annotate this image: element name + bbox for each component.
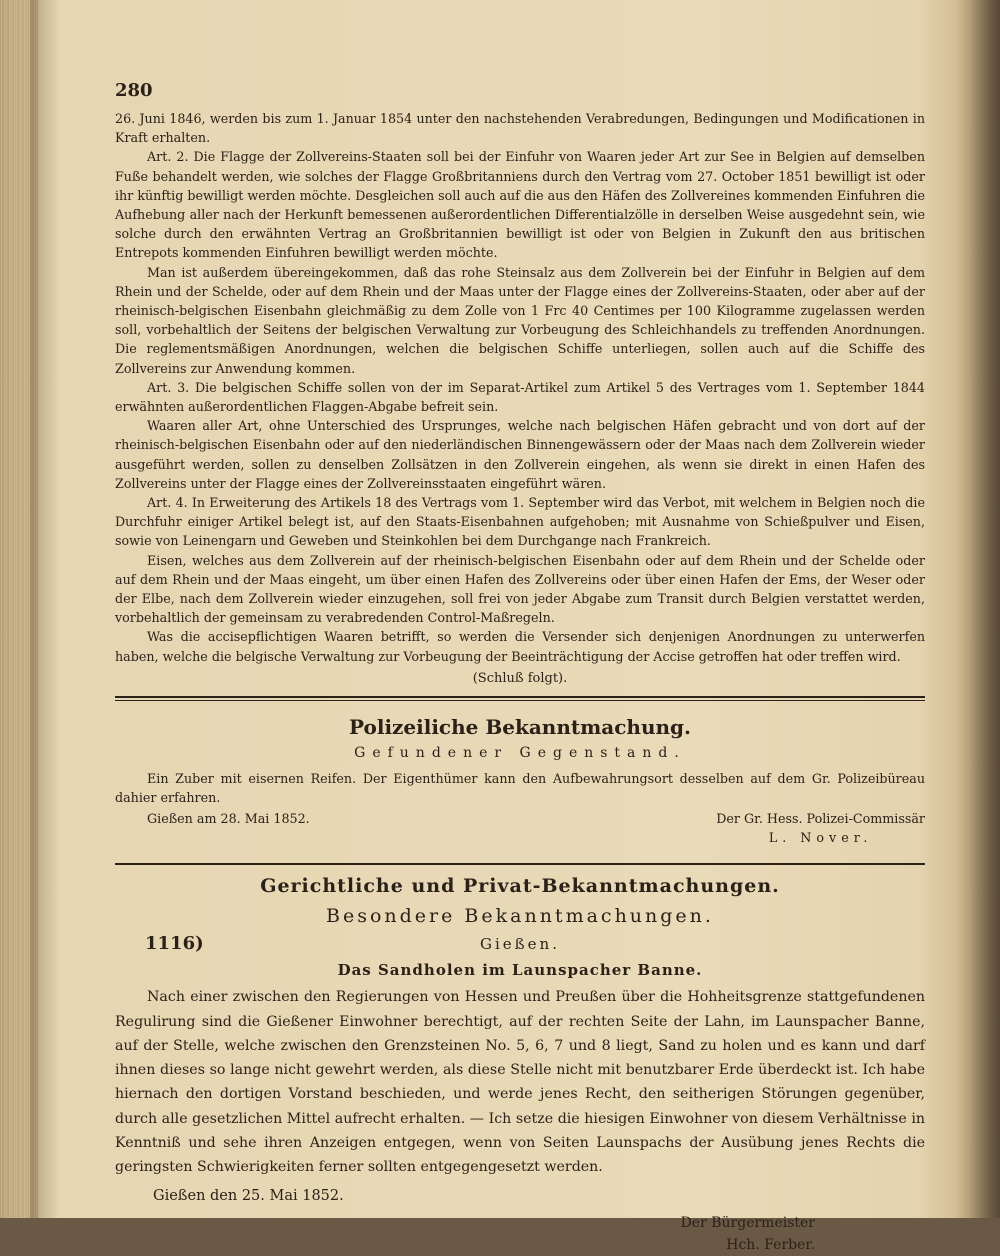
police-signature-title: Der Gr. Hess. Polizei-Commissär (716, 811, 925, 827)
police-signature (716, 809, 925, 847)
mayor-signature (115, 1212, 925, 1256)
treaty-paragraph-3: Man ist außerdem übereingekommen, daß das rohe Steinsalz aus dem Zollverein bei der Einfuhr in Belgien auf dem Rhein und der Schelde, oder auf dem Rhein und der Maas unter der Flagge eines der Zollvereins-Staaten, oder aber auf der rheinisch-belgischen Eisenbahn gleichmäßig zu dem Zolle von 1 Frc 40 Centimes per 100 Kilogramme zugelassen werden soll, vorbehaltlich der Seitens der belgischen Verwaltung zur Vorbeugung des Schleichhandels zu treffenden Anordnungen. Die reglementsmäßigen Anordnungen, welchen die belgischen Schiffe unterliegen, sollen auch auf die Schiffe des Zollvereins zur Anwendung kommen. (115, 264, 925, 376)
treaty-paragraph-6: Art. 4. In Erweiterung des Artikels 18 des Vertrags vom 1. September wird das Verbot, mit welchem in Belgien noch die Durchfuhr einiger Artikel belegt ist, auf den Staats-Eisenbahnen aufgehoben; mit Ausnahme von Schießpulver und Eisen, sowie von Leinengarn und Geweben und Steinkohlen bei dem Durchgange nach Frankreich. (115, 495, 925, 549)
special-notices-heading: Besondere Bekanntmachungen. (326, 905, 714, 928)
section-divider (115, 863, 925, 865)
page-content (115, 80, 925, 1256)
entry-date: Gießen den 25. Mai 1852. (153, 1187, 344, 1204)
treaty-paragraph-7: Eisen, welches aus dem Zollverein auf der rheinisch-belgischen Eisenbahn oder auf dem Rhein und der Schelde oder auf dem Rhein und der Maas eingeht, um über einen Hafen des Zollvereins oder über einen Hafen der Ems, der Weser oder der Elbe, nach dem Zollverein wieder einzugehen, soll frei von jeder Abgabe zum Transit durch Belgien verstattet werden, vorbehaltlich der gemeinsam zu verabredenden Control-Maßregeln. (115, 552, 925, 626)
entry-header (115, 933, 925, 961)
treaty-paragraph-5: Waaren aller Art, ohne Unterschied des Ursprunges, welche nach belgischen Häfen gebracht und von dort auf der rheinisch-belgischen Eisenbahn oder auf den niederländischen Binnengewässern oder der Maas nach dem Zollverein wieder ausgeführt werden, sollen zu denselben Zollsätzen in den Zollverein eingehen, als wenn sie direkt in einen Hafen des Zollvereins unter der Flagge eines der Zollvereinsstaaten eingeführt wären. (115, 418, 925, 491)
entry-subject: Das Sandholen im Launspacher Banne. (337, 961, 703, 980)
treaty-paragraph-4: Art. 3. Die belgischen Schiffe sollen von der im Separat-Artikel zum Artikel 5 des Vertrages vom 1. September 1844 erwähnten außerordentlichen Flaggen-Abgabe befreit sein. (115, 379, 925, 415)
police-signature-line (115, 809, 925, 847)
treaty-paragraph-1: 26. Juni 1846, werden bis zum 1. Januar 1854 unter den nachstehenden Verabredungen, Bedingungen und Modificationen in Kraft erhalten. (115, 111, 925, 146)
gutter-shadow (30, 0, 60, 1218)
police-subheading: Gefundener Gegenstand. (354, 744, 686, 761)
treaty-section (115, 109, 925, 686)
mayor-title: Der Bürgermeister (680, 1214, 815, 1231)
right-page-edge (956, 0, 1000, 1218)
section-divider-double (115, 696, 925, 701)
treaty-paragraph-8: Was die accisepflichtigen Waaren betrifft, so werden die Versender sich denjenigen Anordnungen zu unterwerfen haben, welche die belgische Verwaltung zur Vorbeugung der Beeinträchtigung der Accise getroffen hat oder treffen wird. (115, 629, 925, 664)
police-heading: Polizeiliche Bekanntmachung. (349, 714, 691, 739)
mayor-name: Hch. Ferber. (726, 1236, 815, 1253)
police-notice (115, 715, 925, 847)
entry-text: Nach einer zwischen den Regierungen von Hessen und Preußen über die Hohheitsgrenze stattgefundenen Regulirung sind die Gießener Einwohner berechtigt, auf der rechten Seite der Lahn, im Launspacher Banne, auf der Stelle, welche zwischen den Grenzsteinen No. 5, 6, 7 und 8 liegt, Sand zu holen und es kann und darf ihnen dieses so lange nicht gewehrt werden, als diese Stelle nicht mit benutzbarer Erde überdeckt ist. Ich habe hiernach den dortigen Vorstand beschieden, und werde jenes Recht, den seitherigen Störungen gegenüber, durch alle gesetzlichen Mittel aufrecht erhalten. — Ich setze die hiesigen Einwohner von diesem Verhältnisse in Kenntniß und sehe ihren Anzeigen entgegen, wenn von Seiten Launspachs der Ausübung jenes Rechts die geringsten Schwierigkeiten ferner sollten entgegengesetzt werden. (115, 989, 925, 1176)
page-number: 280 (115, 80, 153, 101)
entry-place: Gießen. (480, 935, 560, 954)
entry-number: 1116) (145, 933, 204, 955)
police-text: Ein Zuber mit eisernen Reifen. Der Eigenthümer kann den Aufbewahrungsort desselben auf dem Gr. Polizeibüreau dahier erfahren. (115, 770, 925, 806)
to-be-continued: (Schluß folgt). (472, 670, 568, 686)
treaty-paragraph-2: Art. 2. Die Flagge der Zollvereins-Staaten soll bei der Einfuhr von Waaren jeder Art zur See in Belgien auf demselben Fuße behandelt werden, wie solches der Flagge Großbritanniens durch den Vertrag vom 27. October 1851 bewilligt ist oder ihr künftig bewilligt werden möchte. Desgleichen soll auch auf die aus den Häfen des Zollvereines kommenden Einfuhren die Aufhebung aller nach der Herkunft bemessenen außerordentlichen Differentialzölle in derselben Weise ausgedehnt sein, wie solche durch den erwähnten Vertrag an Großbritannien bewilligt ist oder von Belgien in Zukunft den aus britischen Entrepots kommenden Einfuhren bewilligt werden möchte. (115, 149, 926, 261)
court-heading: Gerichtliche und Privat-Bekanntmachungen. (260, 875, 780, 898)
police-signature-name: L. Nover. (768, 830, 873, 846)
police-date: Gießen am 28. Mai 1852. (147, 811, 310, 827)
court-notices (115, 875, 925, 1255)
